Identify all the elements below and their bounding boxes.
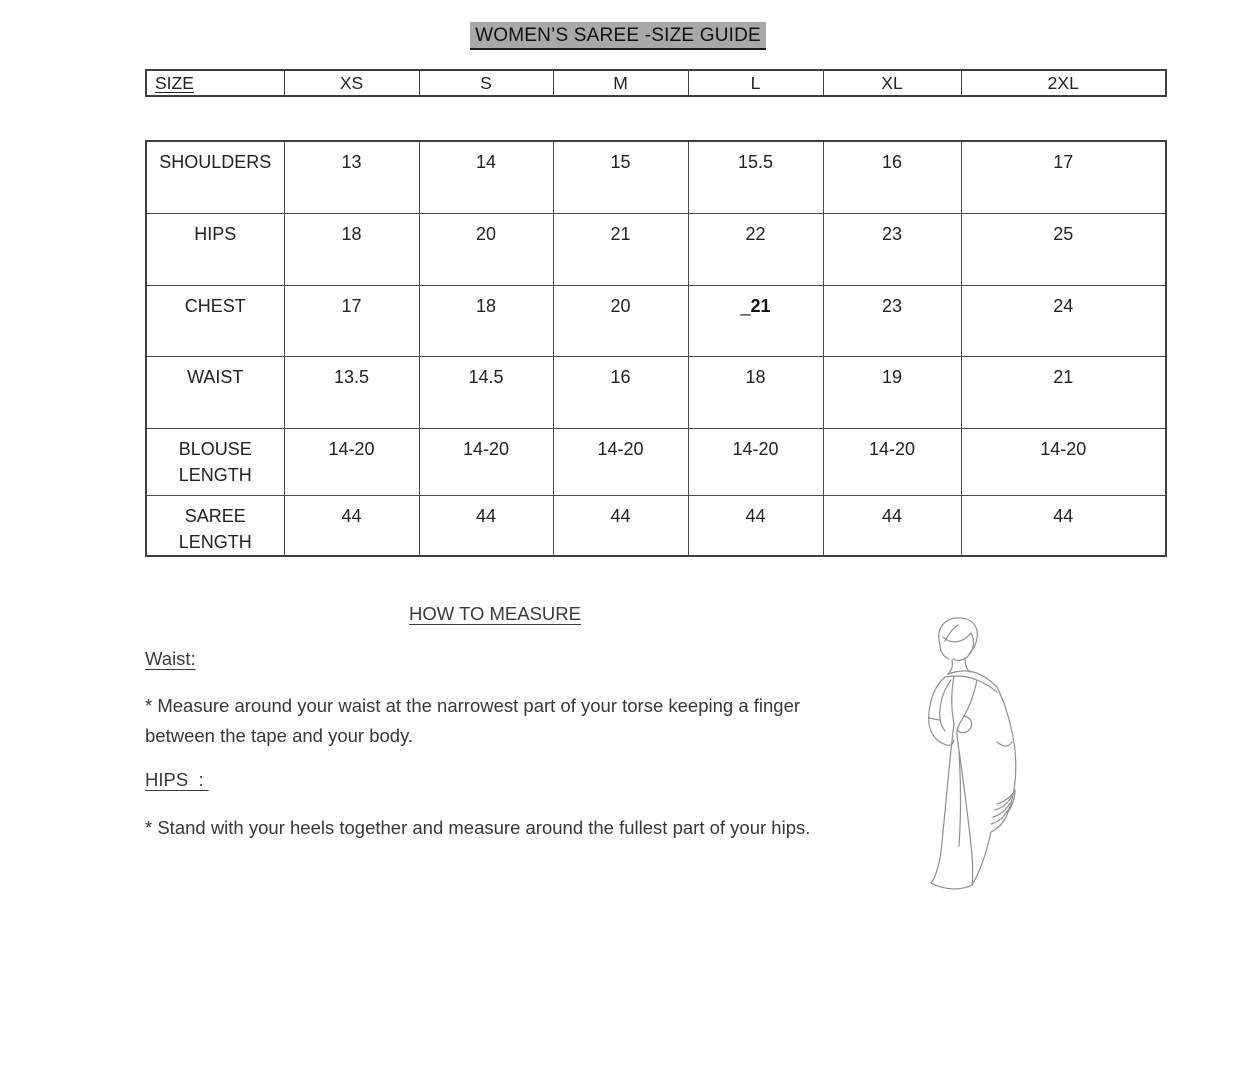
size-header-table [145,69,1167,97]
table-cell: 18 [688,356,823,428]
row-label-waist: WAIST [146,356,284,428]
row-label-chest: CHEST [146,285,284,356]
table-cell: 17 [284,285,419,356]
table-row [146,356,1166,428]
size-header-cell-m: M [553,70,688,96]
table-cell: 23 [823,213,961,285]
table-cell: 20 [419,213,553,285]
table-cell: 25 [961,213,1166,285]
table-cell: 18 [284,213,419,285]
table-row [146,495,1166,556]
table-cell: 14-20 [553,428,688,495]
size-header-cell-2xl: 2XL [961,70,1166,96]
table-cell: 16 [553,356,688,428]
table-cell: 44 [823,495,961,556]
table-cell: 16 [823,141,961,213]
measurements-table [145,140,1167,557]
table-cell: 13.5 [284,356,419,428]
hips-section-label: HIPS : [145,769,209,790]
table-cell: 14-20 [823,428,961,495]
table-cell: 14-20 [688,428,823,495]
table-cell: 14-20 [419,428,553,495]
hips-section-text: * Stand with your heels together and measure around the fullest part of your hips. [145,817,811,838]
row-label-shoulders: SHOULDERS [146,141,284,213]
table-cell: 20 [553,285,688,356]
table-cell: 44 [284,495,419,556]
table-cell: 44 [961,495,1166,556]
table-cell: 21 [553,213,688,285]
size-header-cell-size: SIZE [146,70,284,96]
saree-woman-line-drawing-svg [898,614,1043,899]
saree-figure-illustration [898,614,1043,899]
how-to-measure-heading: HOW TO MEASURE [408,603,581,624]
row-label-saree-length: SAREE LENGTH [146,495,284,556]
table-row [146,141,1166,213]
table-cell: 14.5 [419,356,553,428]
table-cell: 22 [688,213,823,285]
waist-section-text: * Measure around your waist at the narrowest part of your torse keeping a finger between the tape and your body. [145,695,801,746]
table-cell: 17 [961,141,1166,213]
size-header-cell-l: L [688,70,823,96]
table-row [146,428,1166,495]
table-cell: 14 [419,141,553,213]
table-cell: _21 [688,285,823,356]
table-cell: 44 [419,495,553,556]
table-cell: 14-20 [961,428,1166,495]
table-cell: 15.5 [688,141,823,213]
size-header-cell-xs: XS [284,70,419,96]
table-cell: 13 [284,141,419,213]
table-row [146,285,1166,356]
table-cell: 14-20 [284,428,419,495]
page-title [0,22,1236,50]
row-label-hips: HIPS [146,213,284,285]
table-row [146,213,1166,285]
row-label-blouse-length: BLOUSE LENGTH [146,428,284,495]
table-cell: 44 [553,495,688,556]
size-header-row [146,70,1166,96]
table-cell: 18 [419,285,553,356]
table-cell: 19 [823,356,961,428]
table-cell: 24 [961,285,1166,356]
waist-section-label: Waist: [145,648,196,669]
table-cell: 23 [823,285,961,356]
table-cell: 44 [688,495,823,556]
size-header-cell-xl: XL [823,70,961,96]
table-cell: 15 [553,141,688,213]
table-cell: 21 [961,356,1166,428]
size-header-cell-s: S [419,70,553,96]
page-title-highlight: WOMEN’S SAREE -SIZE GUIDE [470,22,766,50]
